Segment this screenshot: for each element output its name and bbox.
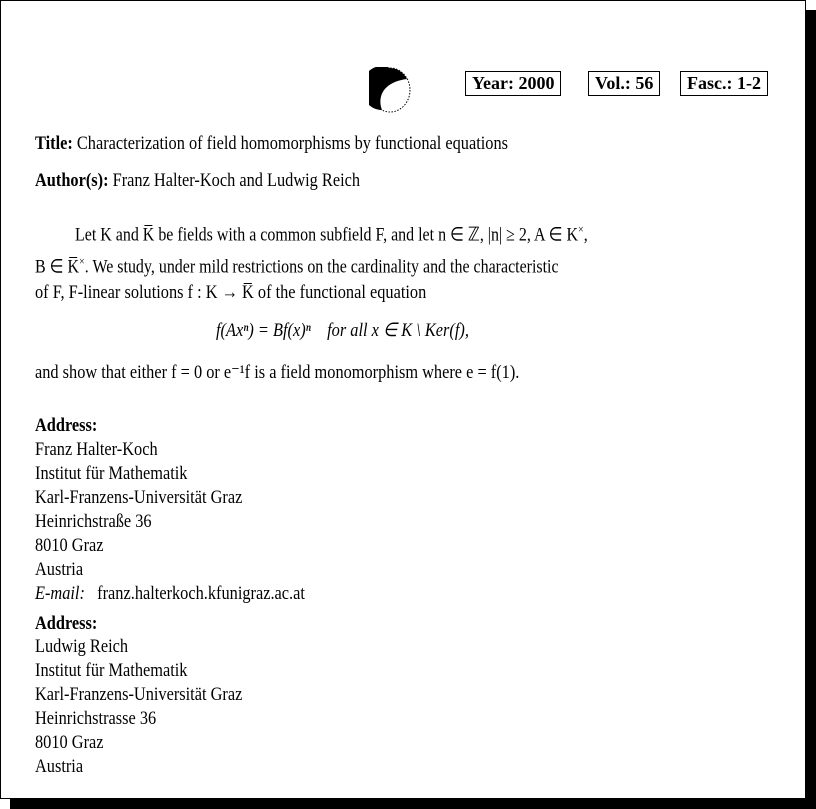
functional-equation: f(Axⁿ) = Bf(x)ⁿ for all x ∈ K \ Ker(f),	[216, 320, 469, 341]
address-label: Address:	[35, 415, 98, 436]
paper-title: Characterization of field homomorphisms by functional equations	[76, 133, 508, 154]
authors-row	[35, 170, 360, 192]
volume-badge: Vol.: 56	[588, 71, 660, 96]
abstract-line: Let K and K̅ be fields with a common subfield F, and let n ∈ ℤ, |n| ≥ 2, A ∈ K×,	[75, 222, 588, 246]
email-label: E-mail:	[35, 583, 85, 604]
paper-authors: Franz Halter-Koch and Ludwig Reich	[112, 170, 361, 191]
address-line: Karl-Franzens-Universität Graz	[35, 684, 243, 705]
address-line: Institut für Mathematik	[35, 660, 188, 681]
abstract-line: and show that either f = 0 or e⁻¹f is a field monomorphism where e = f(1).	[35, 362, 520, 383]
address-line: Institut für Mathematik	[35, 463, 188, 484]
address-line: 8010 Graz	[35, 535, 104, 556]
journal-logo	[369, 67, 413, 115]
address-label: Address:	[35, 613, 98, 634]
address-line: Ludwig Reich	[35, 636, 129, 657]
email-row	[35, 583, 305, 605]
address-line: Karl-Franzens-Universität Graz	[35, 487, 243, 508]
year-badge: Year: 2000	[465, 71, 561, 96]
address-line: Austria	[35, 756, 84, 777]
authors-label: Author(s):	[35, 170, 109, 191]
address-line: Heinrichstraße 36	[35, 511, 152, 532]
address-line: Franz Halter-Koch	[35, 439, 158, 460]
email-link[interactable]: franz.halterkoch.kfunigraz.ac.at	[97, 583, 305, 604]
address-line: Heinrichstrasse 36	[35, 708, 157, 729]
title-label: Title:	[35, 133, 73, 154]
abstract-line: B ∈ K̅×. We study, under mild restrictions on the cardinality and the characteristic	[35, 254, 559, 278]
abstract-line: of F, F-linear solutions f : K → K̅ of the functional equation	[35, 282, 427, 303]
fascicle-badge: Fasc.: 1-2	[680, 71, 768, 96]
title-row	[35, 133, 508, 155]
address-line: 8010 Graz	[35, 732, 104, 753]
address-line: Austria	[35, 559, 84, 580]
